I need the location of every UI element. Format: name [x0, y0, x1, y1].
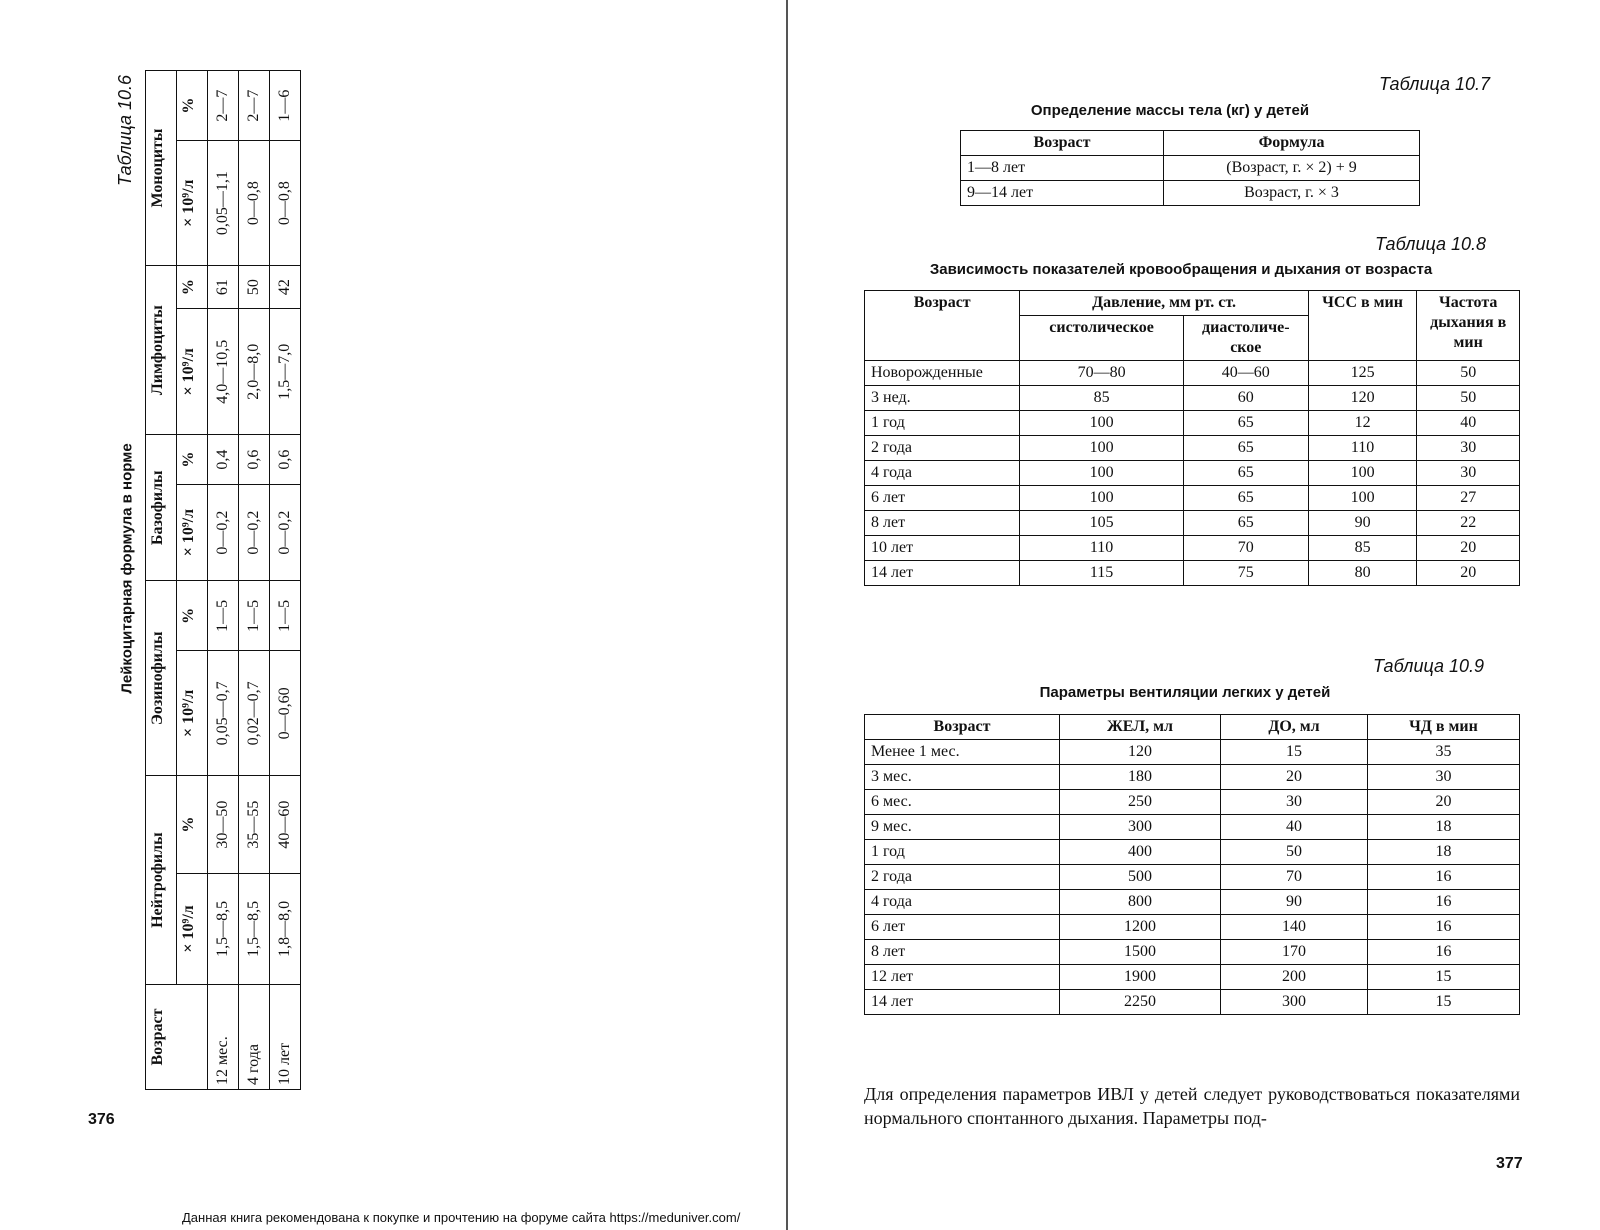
value-cell: 65	[1183, 511, 1308, 536]
row-age-cell: 8 лет	[865, 511, 1020, 536]
value-cell: 0,05—1,1	[208, 141, 239, 266]
sub-abs: × 10⁹/л	[177, 484, 208, 580]
value-cell: 65	[1183, 486, 1308, 511]
value-cell: 0,05—0,7	[208, 651, 239, 776]
value-cell: 70	[1183, 536, 1308, 561]
value-cell: 20	[1417, 561, 1520, 586]
value-cell: 16	[1368, 865, 1520, 890]
value-cell: 1—5	[239, 581, 270, 651]
table-row	[865, 840, 1520, 865]
sub-pct: %	[177, 266, 208, 309]
value-cell: 300	[1060, 815, 1221, 840]
value-cell: 50	[1417, 361, 1520, 386]
table-row	[865, 536, 1520, 561]
value-cell: 2—7	[239, 71, 270, 141]
table-row	[865, 815, 1520, 840]
value-cell: 1,8—8,0	[270, 873, 301, 984]
value-cell: 50	[1417, 386, 1520, 411]
value-cell: 20	[1417, 536, 1520, 561]
row-age-cell: 2 года	[865, 865, 1060, 890]
t109-header-rr: ЧД в мин	[1368, 715, 1520, 740]
row-age-cell: 6 мес.	[865, 790, 1060, 815]
value-cell: 140	[1221, 915, 1368, 940]
value-cell: 105	[1020, 511, 1183, 536]
row-age-cell: 3 мес.	[865, 765, 1060, 790]
row-age-cell: Менее 1 мес.	[865, 740, 1060, 765]
row-age-cell: 6 лет	[865, 486, 1020, 511]
value-cell: 15	[1368, 990, 1520, 1015]
value-cell: 30	[1368, 765, 1520, 790]
sub-abs: × 10⁹/л	[177, 873, 208, 984]
table-row	[865, 486, 1520, 511]
value-cell: 1,5—8,5	[208, 873, 239, 984]
page-number-right: 377	[1496, 1155, 1523, 1172]
table-10-7-label: Таблица 10.7	[1378, 74, 1490, 94]
value-cell: 2—7	[208, 71, 239, 141]
table-row	[865, 411, 1520, 436]
sub-abs: × 10⁹/л	[177, 651, 208, 776]
value-cell: 0—0,2	[270, 484, 301, 580]
value-cell: 1900	[1060, 965, 1221, 990]
value-cell: 50	[239, 266, 270, 309]
sub-pct: %	[177, 776, 208, 874]
table-row	[961, 156, 1420, 181]
value-cell: 0,6	[239, 435, 270, 485]
value-cell: 4,0—10,5	[208, 309, 239, 435]
table-10-8-label: Таблица 10.8	[1374, 234, 1486, 254]
value-cell: 16	[1368, 915, 1520, 940]
value-cell: 0—0,2	[239, 484, 270, 580]
value-cell: 1—5	[208, 581, 239, 651]
table-10-6-rotated	[145, 70, 297, 1090]
value-cell: 170	[1221, 940, 1368, 965]
value-cell: 35—55	[239, 776, 270, 874]
value-cell: 42	[270, 266, 301, 309]
table-row	[865, 915, 1520, 940]
value-cell: 80	[1308, 561, 1417, 586]
table-row	[865, 561, 1520, 586]
table-row	[865, 765, 1520, 790]
value-cell: 250	[1060, 790, 1221, 815]
value-cell: 27	[1417, 486, 1520, 511]
value-cell: 30—50	[208, 776, 239, 874]
row-age-cell: 10 лет	[270, 985, 301, 1090]
group-eosinophils: Эозинофилы	[146, 581, 177, 776]
row-age-cell: 9—14 лет	[961, 181, 1164, 206]
table-10-6-sub-header-row	[177, 71, 208, 1090]
value-cell: 1500	[1060, 940, 1221, 965]
value-cell: 15	[1221, 740, 1368, 765]
row-age-cell: 12 мес.	[208, 985, 239, 1090]
value-cell: 30	[1417, 461, 1520, 486]
value-cell: 90	[1308, 511, 1417, 536]
value-cell: 120	[1060, 740, 1221, 765]
value-cell: 40—60	[1183, 361, 1308, 386]
value-cell: 15	[1368, 965, 1520, 990]
table-row	[865, 461, 1520, 486]
value-cell: 70	[1221, 865, 1368, 890]
value-cell: 100	[1020, 436, 1183, 461]
table-row	[865, 965, 1520, 990]
value-cell: 85	[1020, 386, 1183, 411]
value-cell: 100	[1020, 486, 1183, 511]
group-lymphocytes: Лимфоциты	[146, 266, 177, 435]
value-cell: 70—80	[1020, 361, 1183, 386]
table-10-9-title: Параметры вентиляции легких у детей	[1039, 684, 1331, 701]
table-10-8-header-row-1	[865, 291, 1520, 316]
row-age-cell: 12 лет	[865, 965, 1060, 990]
value-cell: 22	[1417, 511, 1520, 536]
value-cell: 85	[1308, 536, 1417, 561]
table-10-6-label: Таблица 10.6	[115, 74, 136, 187]
value-cell: 110	[1020, 536, 1183, 561]
value-cell: 0,02—0,7	[239, 651, 270, 776]
value-cell: 800	[1060, 890, 1221, 915]
table-row	[865, 890, 1520, 915]
sub-abs: × 10⁹/л	[177, 309, 208, 435]
value-cell: 1200	[1060, 915, 1221, 940]
table-row	[865, 940, 1520, 965]
row-age-cell: 4 года	[239, 985, 270, 1090]
value-cell: 75	[1183, 561, 1308, 586]
value-cell: 300	[1221, 990, 1368, 1015]
table-row	[208, 71, 239, 1090]
table-10-8-title: Зависимость показателей кровообращения и дыхания от возраста	[929, 261, 1433, 278]
sub-abs: × 10⁹/л	[177, 141, 208, 266]
t108-header-age: Возраст	[865, 291, 1020, 361]
table-row	[865, 790, 1520, 815]
value-cell: 120	[1308, 386, 1417, 411]
value-cell: 30	[1417, 436, 1520, 461]
value-cell: 180	[1060, 765, 1221, 790]
value-cell: 60	[1183, 386, 1308, 411]
t108-header-hr: ЧСС в мин	[1308, 291, 1417, 361]
table-10-9-header-row	[865, 715, 1520, 740]
sub-pct: %	[177, 581, 208, 651]
row-age-cell: 4 года	[865, 890, 1060, 915]
body-paragraph: Для определения параметров ИВЛ у детей следует руководствоваться показателями нормального спонтанного дыхания. Параметры под-	[864, 1084, 1520, 1128]
t107-header-age: Возраст	[961, 131, 1164, 156]
value-cell: 50	[1221, 840, 1368, 865]
value-cell: 1—5	[270, 581, 301, 651]
t107-header-formula: Формула	[1164, 131, 1420, 156]
value-cell: 20	[1221, 765, 1368, 790]
value-cell: 100	[1020, 461, 1183, 486]
row-age-cell: 4 года	[865, 461, 1020, 486]
value-cell: 18	[1368, 815, 1520, 840]
row-age-cell: 2 года	[865, 436, 1020, 461]
row-age-cell: 8 лет	[865, 940, 1060, 965]
value-cell: 40	[1417, 411, 1520, 436]
table-row	[865, 990, 1520, 1015]
row-age-cell: 1 год	[865, 411, 1020, 436]
table-10-9	[864, 714, 1520, 1015]
row-age-cell: 3 нед.	[865, 386, 1020, 411]
value-cell: 1—6	[270, 71, 301, 141]
t108-header-rr: Частота дыхания в мин	[1417, 291, 1520, 361]
value-cell: 16	[1368, 890, 1520, 915]
row-age-cell: 9 мес.	[865, 815, 1060, 840]
value-cell: 100	[1020, 411, 1183, 436]
value-cell: 0—0,8	[239, 141, 270, 266]
value-cell: (Возраст, г. × 2) + 9	[1164, 156, 1420, 181]
value-cell: 100	[1308, 461, 1417, 486]
table-row	[865, 361, 1520, 386]
table-10-6-title: Лейкоцитарная формула в норме	[118, 443, 136, 694]
value-cell: 90	[1221, 890, 1368, 915]
value-cell: 40	[1221, 815, 1368, 840]
table-row	[865, 436, 1520, 461]
value-cell: 2250	[1060, 990, 1221, 1015]
group-basophils: Базофилы	[146, 435, 177, 581]
table-row	[865, 740, 1520, 765]
value-cell: 20	[1368, 790, 1520, 815]
table-row	[961, 181, 1420, 206]
value-cell: 115	[1020, 561, 1183, 586]
value-cell: 400	[1060, 840, 1221, 865]
value-cell: 125	[1308, 361, 1417, 386]
value-cell: 40—60	[270, 776, 301, 874]
value-cell: 65	[1183, 461, 1308, 486]
table-row	[865, 386, 1520, 411]
age-header: Возраст	[146, 985, 208, 1090]
table-10-8	[864, 290, 1520, 586]
book-spine	[786, 0, 788, 1230]
footer-notice: Данная книга рекомендована к покупке и прочтению на форуме сайта https://meduniver.com/	[182, 1210, 741, 1225]
value-cell: 0—0,8	[270, 141, 301, 266]
t109-header-age: Возраст	[865, 715, 1060, 740]
value-cell: 35	[1368, 740, 1520, 765]
value-cell: 0—0,60	[270, 651, 301, 776]
table-row	[270, 71, 301, 1090]
value-cell: Возраст, г. × 3	[1164, 181, 1420, 206]
row-age-cell: 14 лет	[865, 561, 1020, 586]
sub-pct: %	[177, 71, 208, 141]
value-cell: 1,5—7,0	[270, 309, 301, 435]
value-cell: 1,5—8,5	[239, 873, 270, 984]
sub-pct: %	[177, 435, 208, 485]
value-cell: 0,6	[270, 435, 301, 485]
value-cell: 200	[1221, 965, 1368, 990]
row-age-cell: 14 лет	[865, 990, 1060, 1015]
table-10-6	[145, 70, 301, 1090]
row-age-cell: 1 год	[865, 840, 1060, 865]
table-row	[239, 71, 270, 1090]
value-cell: 61	[208, 266, 239, 309]
row-age-cell: 6 лет	[865, 915, 1060, 940]
value-cell: 16	[1368, 940, 1520, 965]
t108-header-pressure: Давление, мм рт. ст.	[1020, 291, 1308, 316]
group-monocytes: Моноциты	[146, 71, 177, 266]
row-age-cell: 1—8 лет	[961, 156, 1164, 181]
value-cell: 100	[1308, 486, 1417, 511]
table-row	[865, 511, 1520, 536]
table-10-7-header-row	[961, 131, 1420, 156]
table-10-7	[960, 130, 1420, 206]
value-cell: 0—0,2	[208, 484, 239, 580]
row-age-cell: Новорожденные	[865, 361, 1020, 386]
page-number-left: 376	[88, 1111, 115, 1128]
value-cell: 12	[1308, 411, 1417, 436]
table-10-7-title: Определение массы тела (кг) у детей	[1030, 102, 1310, 119]
value-cell: 30	[1221, 790, 1368, 815]
value-cell: 500	[1060, 865, 1221, 890]
group-neutrophils: Нейтрофилы	[146, 776, 177, 985]
t109-header-vc: ЖЕЛ, мл	[1060, 715, 1221, 740]
t109-header-tv: ДО, мл	[1221, 715, 1368, 740]
t108-header-dia: диастоличе-ское	[1183, 316, 1308, 361]
t108-header-sys: систолическое	[1020, 316, 1183, 361]
value-cell: 110	[1308, 436, 1417, 461]
value-cell: 18	[1368, 840, 1520, 865]
table-row	[865, 865, 1520, 890]
value-cell: 65	[1183, 411, 1308, 436]
value-cell: 2,0—8,0	[239, 309, 270, 435]
table-10-6-group-header-row	[146, 71, 177, 1090]
value-cell: 0,4	[208, 435, 239, 485]
row-age-cell: 10 лет	[865, 536, 1020, 561]
table-10-9-label: Таблица 10.9	[1372, 656, 1484, 676]
value-cell: 65	[1183, 436, 1308, 461]
